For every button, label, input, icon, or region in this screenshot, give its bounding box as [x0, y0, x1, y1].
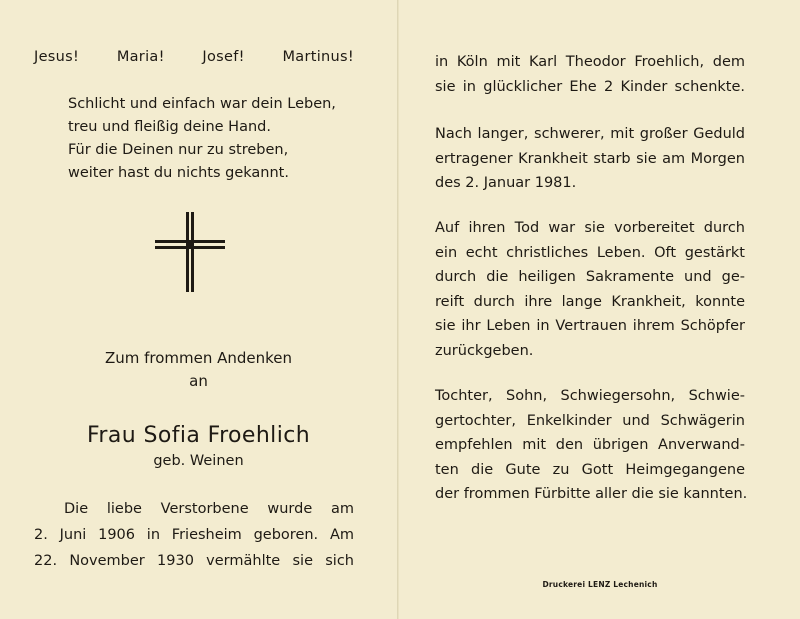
text-line: empfehlen mit den übrigen Anverwand- — [435, 437, 745, 453]
invocation-jesus: Jesus! — [34, 49, 80, 65]
text-line: in Köln mit Karl Theodor Froehlich, dem — [435, 54, 745, 70]
paragraph-death — [435, 122, 745, 196]
poem-line: weiter hast du nichts gekannt. — [68, 165, 289, 181]
bio-line: 22. November 1930 vermählte sie sich — [34, 553, 354, 569]
text-line: der frommen Fürbitte aller die sie kannten. — [435, 486, 748, 502]
text-line: reift durch ihre lange Krankheit, konnte — [435, 293, 745, 310]
maiden-name: geb. Weinen — [153, 453, 244, 469]
poem-line: treu und fleißig deine Hand. — [68, 119, 271, 135]
text-line: zurückgeben. — [435, 342, 534, 359]
text-line: durch die heiligen Sakramente und ge- — [435, 269, 745, 285]
text-line: Nach langer, schwerer, mit großer Geduld — [435, 126, 745, 142]
biography-start — [34, 496, 354, 574]
invocation-martinus: Martinus! — [282, 49, 354, 65]
text-line: Tochter, Sohn, Schwiegersohn, Schwie- — [435, 388, 745, 404]
bio-line: 2. Juni 1906 in Friesheim geboren. Am — [34, 527, 354, 543]
text-line: ertragener Krankheit starb sie am Morgen — [435, 150, 745, 167]
text-line: sie ihr Leben in Vertrauen ihrem Schöpfer — [435, 318, 745, 334]
cross-icon — [155, 212, 225, 292]
printer-credit: Druckerei LENZ Lechenich — [542, 580, 658, 589]
card-fold — [397, 0, 399, 619]
left-panel — [0, 0, 397, 619]
memorial-line: Zum frommen Andenken — [104, 349, 293, 367]
right-panel — [400, 0, 800, 619]
invocations — [34, 49, 354, 65]
deceased-name: Frau Sofia Froehlich — [86, 423, 311, 448]
poem — [68, 93, 368, 185]
invocation-maria: Maria! — [116, 49, 165, 65]
poem-line: Schlicht und einfach war dein Leben, — [68, 96, 336, 112]
paragraph-family — [435, 384, 748, 507]
text-line: des 2. Januar 1981. — [435, 175, 577, 191]
paragraph-faith — [435, 216, 745, 363]
paragraph-marriage — [435, 50, 745, 99]
text-line: ten die Gute zu Gott Heimgegangene — [435, 461, 745, 478]
text-line: Auf ihren Tod war sie vorbereitet durch — [435, 220, 745, 236]
text-line: sie in glücklicher Ehe 2 Kinder schenkte. — [435, 78, 745, 95]
text-line: ein echt christliches Leben. Oft gestärkt — [435, 244, 745, 261]
memorial-heading — [0, 347, 397, 393]
bio-line: Die liebe Verstorbene wurde am — [64, 501, 354, 517]
invocation-josef: Josef! — [202, 49, 245, 65]
memorial-line-an: an — [189, 372, 208, 390]
text-line: gertochter, Enkelkinder und Schwägerin — [435, 412, 745, 429]
poem-line: Für die Deinen nur zu streben, — [68, 142, 289, 158]
